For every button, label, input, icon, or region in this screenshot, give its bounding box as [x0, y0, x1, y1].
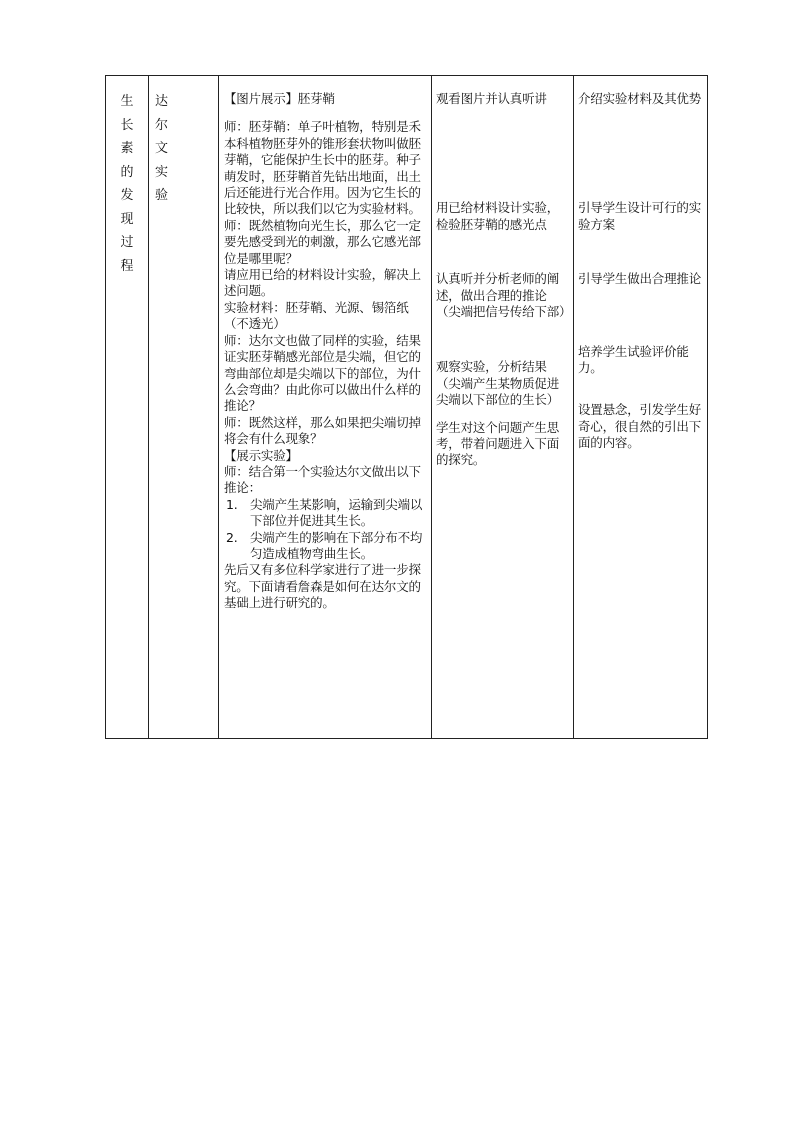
content-paragraph: 师：胚芽鞘：单子叶植物，特别是禾本科植物胚芽外的锥形套状物叫做胚芽鞘，它能保护生长中的胚芽。种子萌发时，胚芽鞘首先钻出地面，出土后还能进行光合作用。因为它生长的比较快，所以我们以它为实验材料。: [224, 119, 421, 217]
list-number: 1.: [226, 496, 238, 512]
content-paragraph: 请应用已给的材料设计实验，解决上述问题。: [224, 267, 421, 299]
stage-label: [106, 76, 148, 278]
stage-char: 程: [120, 258, 134, 274]
student-activity-item: 认真听并分析老师的阐述，做出合理的推论（尖端把信号传给下部）: [436, 271, 572, 320]
design-intent-cell: [574, 76, 708, 739]
design-intent-item: 设置悬念，引发学生好奇心，很自然的引出下面的内容。: [578, 402, 702, 451]
design-intent: [574, 76, 707, 452]
content-paragraph: 师：结合第一个实验达尔文做出以下推论：: [224, 463, 421, 496]
content-paragraph: 先后又有多位科学家进行了进一步探究。下面请看詹森是如何在达尔文的基础上进行研究的。: [224, 562, 421, 611]
content-heading: 【图片展示】胚芽鞘: [224, 91, 335, 106]
list-text: 尖端产生的影响在下部分布不均匀造成植物弯曲生长。: [250, 529, 423, 561]
experiment-char: 文: [155, 141, 169, 156]
stage-char: 长: [120, 117, 134, 133]
stage-char: 过: [120, 235, 134, 250]
list-item: [224, 530, 427, 563]
content-paragraph: 师：既然植物向光生长，那么它一定要先感受到光的刺激，那么它感光部位是哪里呢？: [224, 217, 421, 266]
experiment-char: 达: [155, 94, 169, 109]
design-intent-item: 培养学生试验评价能力。: [578, 343, 689, 376]
teaching-content: [219, 76, 431, 612]
content-paragraph: 师：达尔文也做了同样的实验，结果证实胚芽鞘感光部位是尖端，但它的弯曲部位却是尖端以下的部位，为什么会弯曲？由此你可以做出什么样的推论？: [224, 332, 421, 414]
list-number: 2.: [226, 529, 238, 545]
experiment-cell: [149, 76, 219, 739]
experiment-char: 实: [155, 164, 169, 180]
design-intent-item: 介绍实验材料及其优势: [578, 91, 702, 106]
stage-char: 现: [120, 211, 134, 227]
design-intent-item: 引导学生设计可行的实验方案: [578, 200, 702, 232]
content-paragraph: 师：既然这样，那么如果把尖端切掉将会有什么现象？: [224, 414, 421, 447]
design-intent-item: 引导学生做出合理推论: [578, 271, 702, 287]
student-activity: [432, 76, 573, 469]
list-item: [224, 497, 427, 530]
student-activity-item: 观察实验，分析结果（尖端产生某物质促进尖端以下部位的生长）: [436, 359, 560, 408]
table-row: [106, 76, 708, 739]
student-activity-item: 观看图片并认真听讲: [436, 91, 547, 106]
experiment-char: 验: [155, 188, 169, 203]
experiment-label: [149, 76, 218, 208]
stage-char: 生: [120, 94, 134, 109]
student-activity-item: 学生对这个问题产生思考，带着问题进入下面的探究。: [436, 419, 560, 468]
student-activity-cell: [432, 76, 574, 739]
experiment-char: 尔: [155, 117, 169, 133]
content-subheading: 【展示实验】: [224, 447, 298, 463]
stage-char: 发: [120, 188, 134, 203]
inference-list: [224, 497, 427, 563]
stage-char: 的: [120, 164, 134, 180]
stage-char: 素: [120, 141, 134, 156]
lesson-plan-table: [105, 75, 708, 739]
stage-cell: [106, 76, 149, 739]
list-text: 尖端产生某影响，运输到尖端以下部位并促进其生长。: [250, 496, 423, 529]
content-paragraph: 实验材料：胚芽鞘、光源、锡箔纸（不透光）: [224, 299, 409, 332]
teaching-content-cell: [219, 76, 432, 739]
student-activity-item: 用已给材料设计实验，检验胚芽鞘的感光点: [436, 200, 560, 232]
